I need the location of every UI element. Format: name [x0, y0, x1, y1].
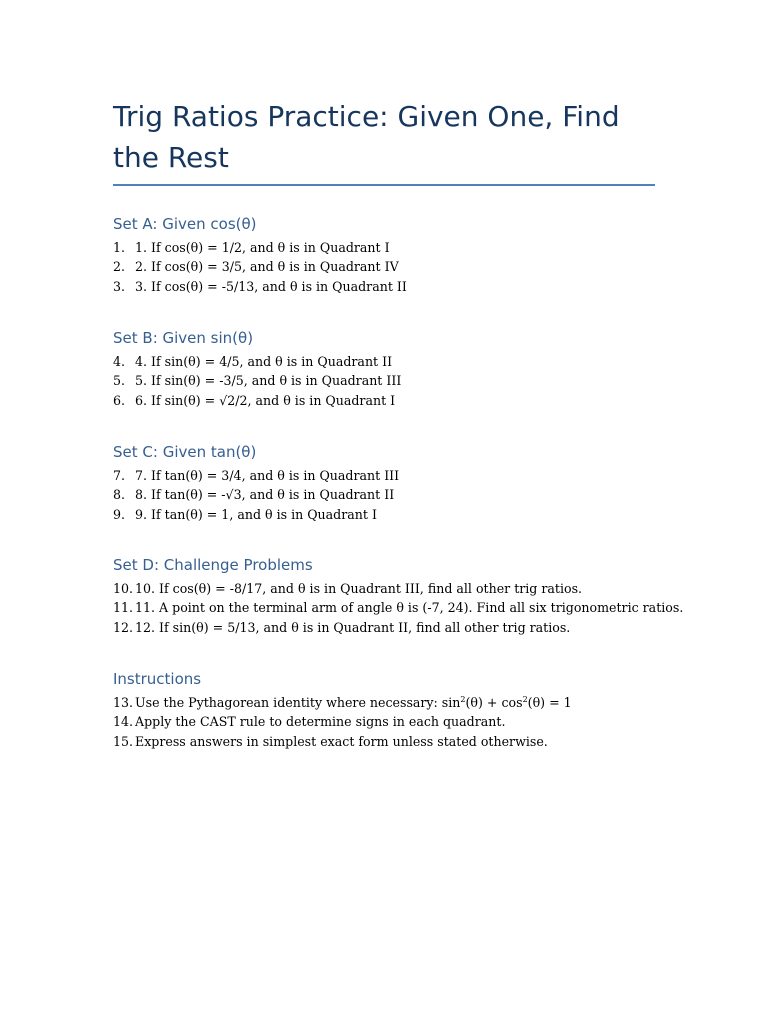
item-number: 9.	[113, 506, 126, 522]
section-heading-set-b: Set B: Given sin(θ)	[113, 329, 254, 347]
item-text: 7. If tan(θ) = 3/4, and θ is in Quadrant III	[135, 468, 400, 483]
list-item	[113, 257, 673, 276]
section-set-d	[113, 555, 684, 637]
list-item	[113, 712, 673, 731]
item-text: 10. If cos(θ) = -8/17, and θ is in Quadrant III, find all other trig ratios.	[135, 581, 583, 596]
item-number: 2.	[113, 259, 126, 275]
item-number: 5.	[113, 373, 126, 389]
section-heading-instructions: Instructions	[113, 670, 202, 688]
item-text: 11. A point on the terminal arm of angle θ is (-7, 24). Find all six trigonometric ratios.	[135, 600, 684, 616]
list-item	[113, 505, 673, 524]
item-text: 12. If sin(θ) = 5/13, and θ is in Quadrant II, find all other trig ratios.	[135, 619, 571, 635]
list-item	[113, 618, 673, 637]
item-text: 8. If tan(θ) = -√3, and θ is in Quadrant II	[135, 487, 395, 503]
item-number: 14.	[113, 714, 134, 730]
item-number: 6.	[113, 392, 126, 408]
list-item	[113, 352, 673, 371]
item-list	[113, 466, 673, 524]
item-number: 10.	[113, 581, 134, 596]
item-text: 6. If sin(θ) = √2/2, and θ is in Quadrant I	[135, 392, 396, 408]
list-item	[113, 391, 673, 410]
item-text: Express answers in simplest exact form unless stated otherwise.	[135, 733, 548, 749]
item-number: 12.	[113, 619, 134, 635]
item-list	[113, 238, 673, 296]
item-number: 4.	[113, 354, 126, 369]
item-text: 9. If tan(θ) = 1, and θ is in Quadrant I	[135, 506, 377, 522]
list-item	[113, 579, 673, 598]
list-item	[113, 238, 673, 257]
item-text: Use the Pythagorean identity where necessary: $\sin^2(\theta) + \cos^2(\theta) = 1$	[135, 694, 572, 710]
section-set-b	[113, 328, 673, 410]
item-text: 4. If sin(θ) = 4/5, and θ is in Quadrant II	[135, 354, 393, 369]
item-number: 11.	[113, 600, 134, 616]
section-instructions	[113, 669, 673, 751]
section-set-a	[113, 214, 673, 296]
list-item	[113, 598, 684, 617]
item-text: 5. If sin(θ) = -3/5, and θ is in Quadrant III	[135, 373, 402, 389]
item-text: Apply the CAST rule to determine signs in each quadrant.	[135, 714, 506, 730]
item-list	[113, 352, 673, 410]
list-item	[113, 485, 673, 504]
item-list	[113, 579, 684, 637]
item-number: 1.	[113, 240, 126, 255]
item-text: 2. If cos(θ) = 3/5, and θ is in Quadrant IV	[135, 259, 399, 275]
list-item	[113, 693, 673, 712]
item-number: 7.	[113, 468, 126, 483]
item-number: 3.	[113, 278, 126, 294]
section-heading-set-c: Set C: Given tan(θ)	[113, 443, 257, 461]
list-item	[113, 732, 673, 751]
document-page	[113, 96, 655, 186]
title-underline	[113, 184, 655, 186]
list-item	[113, 371, 673, 390]
section-set-c	[113, 442, 673, 524]
list-item	[113, 466, 673, 485]
section-heading-set-d: Set D: Challenge Problems	[113, 556, 313, 574]
item-number: 13.	[113, 695, 134, 710]
item-list	[113, 693, 673, 751]
item-text: 3. If cos(θ) = -5/13, and θ is in Quadrant II	[135, 278, 407, 294]
item-number: 15.	[113, 733, 134, 749]
superscript-2: 2	[522, 694, 528, 704]
list-item	[113, 277, 673, 296]
item-number: 8.	[113, 487, 126, 503]
section-heading-set-a: Set A: Given cos(θ)	[113, 215, 257, 233]
item-text: 1. If cos(θ) = 1/2, and θ is in Quadrant I	[135, 240, 390, 255]
document-title: Trig Ratios Practice: Given One, Find the Rest	[113, 100, 620, 174]
superscript-2: 2	[460, 694, 466, 704]
